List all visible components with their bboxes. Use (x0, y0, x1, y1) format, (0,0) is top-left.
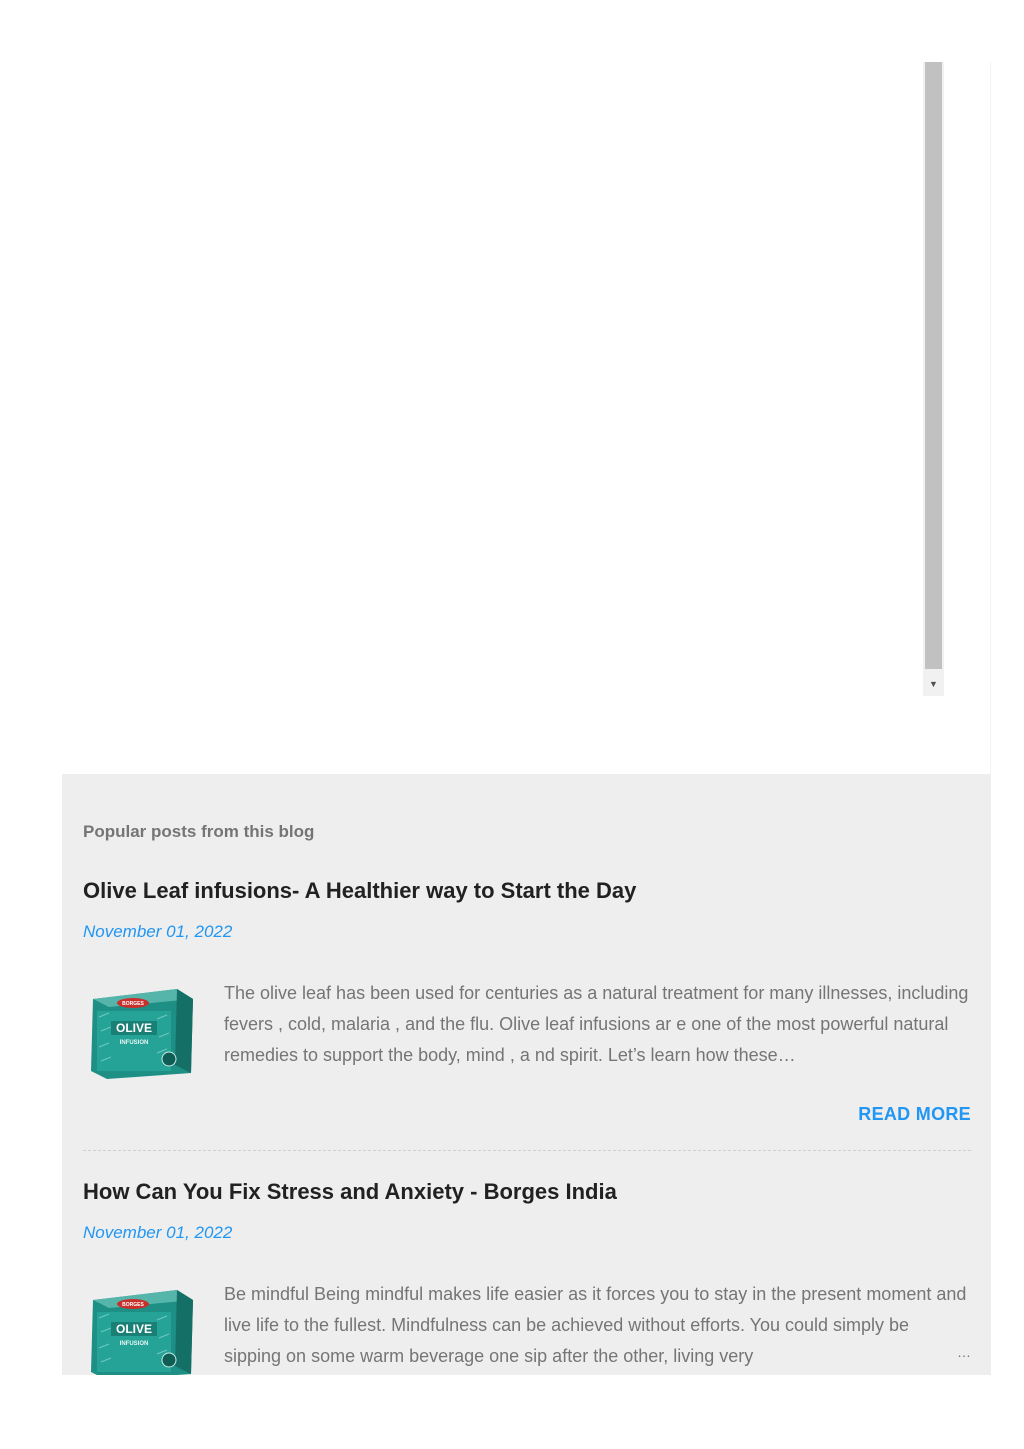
snippet-ellipsis[interactable]: … (957, 1344, 971, 1360)
post-title[interactable]: How Can You Fix Stress and Anxiety - Borges India (83, 1179, 617, 1204)
post-title[interactable]: Olive Leaf infusions- A Healthier way to Start the Day (83, 878, 637, 903)
post-item (83, 877, 971, 1124)
svg-text:OLIVE: OLIVE (115, 1322, 153, 1336)
scrollbar-thumb[interactable] (925, 62, 942, 669)
post-snippet: The olive leaf has been used for centuries as a natural treatment for many illnesses, including fevers , cold, malaria , and the flu. Olive leaf infusions ar e one of the most powerful natural remedies to support the body, mind , a nd spirit. Let’s learn how these… (224, 983, 969, 1065)
embed-scrollbar[interactable] (923, 62, 944, 696)
svg-text:BORGES: BORGES (122, 1001, 144, 1007)
svg-text:BORGES: BORGES (122, 1302, 144, 1308)
post-item (83, 1178, 971, 1366)
embedded-content-frame (62, 62, 991, 774)
svg-text:INFUSION: INFUSION (119, 1040, 149, 1046)
post-date[interactable]: November 01, 2022 (83, 922, 233, 941)
svg-text:OLIVE: OLIVE (115, 1021, 153, 1035)
post-divider (83, 1150, 971, 1151)
post-snippet: Be mindful Being mindful makes life easier as it forces you to stay in the present moment and live life to the fullest. Mindfulness can be achieved without efforts. You could simply be sipping on some warm beverage one sip after the other, living very (224, 1284, 967, 1366)
chevron-down-icon[interactable]: ▼ (929, 679, 938, 689)
popular-posts-section (62, 774, 991, 1375)
popular-posts-heading: Popular posts from this blog (83, 822, 315, 841)
post-date[interactable]: November 01, 2022 (83, 1223, 233, 1242)
post-thumbnail-image[interactable] (87, 987, 195, 1079)
read-more-link[interactable]: READ MORE (858, 1104, 971, 1124)
post-thumbnail-image[interactable] (87, 1288, 195, 1375)
svg-text:INFUSION: INFUSION (119, 1341, 149, 1347)
frame-edge (990, 62, 991, 774)
